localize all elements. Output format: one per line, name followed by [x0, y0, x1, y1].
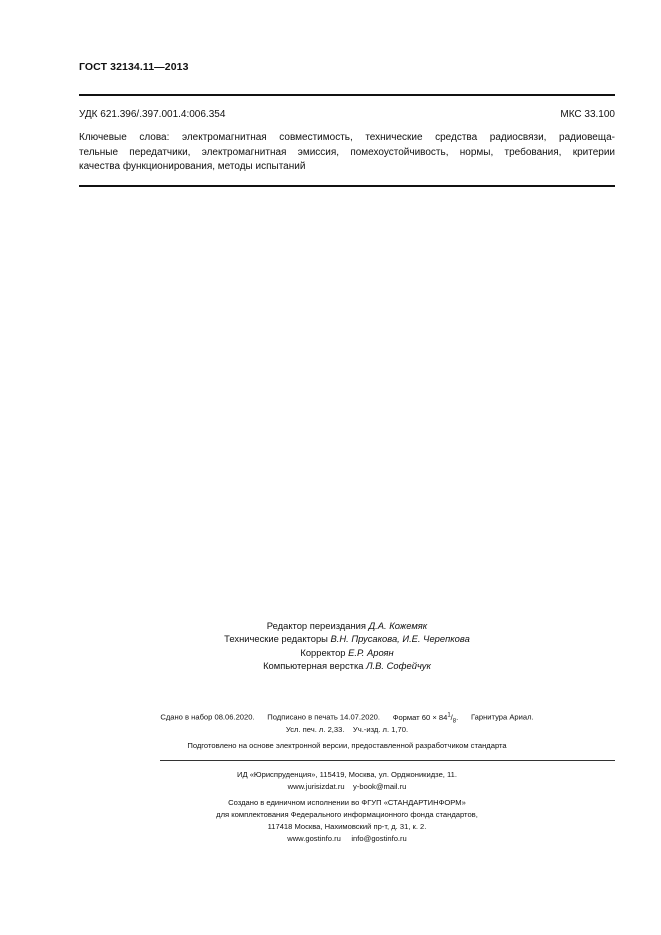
keywords-line: качества функционирования, методы испытаний — [79, 161, 306, 172]
keywords-rule — [79, 185, 615, 187]
printer-contacts: www.gostinfo.ru info@gostinfo.ru — [287, 834, 407, 843]
udk-code: УДК 621.396/.397.001.4:006.354 — [79, 109, 226, 120]
signed-date: Подписано в печать 14.07.2020. — [267, 712, 381, 722]
printer-line: для комплектования Федерального информационного фонда стандартов, — [216, 810, 478, 819]
layout-label: Компьютерная верстка — [263, 659, 364, 671]
mks-code: МКС 33.100 — [560, 109, 615, 120]
top-rule — [79, 94, 615, 96]
publisher-address: ИД «Юриспруденция», 115419, Москва, ул. Орджоникидзе, 11. — [236, 770, 458, 779]
editor-credit — [79, 619, 615, 632]
keywords-paragraph — [79, 131, 615, 175]
tech-editors-credit — [79, 632, 615, 645]
publication-details-line1 — [79, 712, 615, 724]
publisher-contacts: www.jurisizdat.ru y-book@mail.ru — [287, 782, 407, 791]
keywords-line: тельные передатчики, электромагнитная эмиссия, помехоустойчивость, нормы, требования, критерии — [79, 146, 615, 158]
publication-details-line2 — [79, 725, 615, 734]
credits-block — [79, 619, 615, 672]
publisher-block — [79, 769, 615, 793]
printer-line: Создано в единичном исполнении во ФГУП «СТАНДАРТИНФОРМ» — [228, 798, 466, 807]
printer-address: 117418 Москва, Нахимовский пр-т, д. 31, к. 2. — [267, 822, 427, 831]
corrector-credit — [79, 646, 615, 659]
standard-code: ГОСТ 32134.11—2013 — [79, 61, 189, 73]
corrector-label: Корректор — [300, 646, 346, 658]
printer-block — [79, 797, 615, 845]
tech-editors-names: В.Н. Прусакова, И.Е. Черепкова — [330, 633, 470, 645]
layout-credit — [79, 659, 615, 672]
corrector-name: Е.Р. Ароян — [348, 646, 394, 658]
layout-name: Л.В. Софейчук — [366, 659, 431, 671]
typeface: Гарнитура Ариал. — [470, 712, 534, 722]
editor-label: Редактор переиздания — [266, 620, 366, 631]
print-sheets: Усл. печ. л. 2,33. — [285, 725, 345, 734]
keywords-line: Ключевые слова: электромагнитная совместимость, технические средства радиосвязи, радиовеща- — [79, 132, 615, 143]
publisher-rule — [160, 760, 615, 761]
edition-sheets: Уч.-изд. л. 1,70. — [352, 725, 409, 734]
sent-date: Сдано в набор 08.06.2020. — [160, 712, 255, 722]
prepared-note: Подготовлено на основе электронной версии, предоставленной разработчиком стандарта — [187, 741, 507, 750]
editor-name: Д.А. Кожемяк — [368, 620, 428, 631]
tech-editors-label: Технические редакторы — [224, 633, 328, 645]
format: Формат $60 \times 84^1/_8$. — [392, 712, 459, 725]
